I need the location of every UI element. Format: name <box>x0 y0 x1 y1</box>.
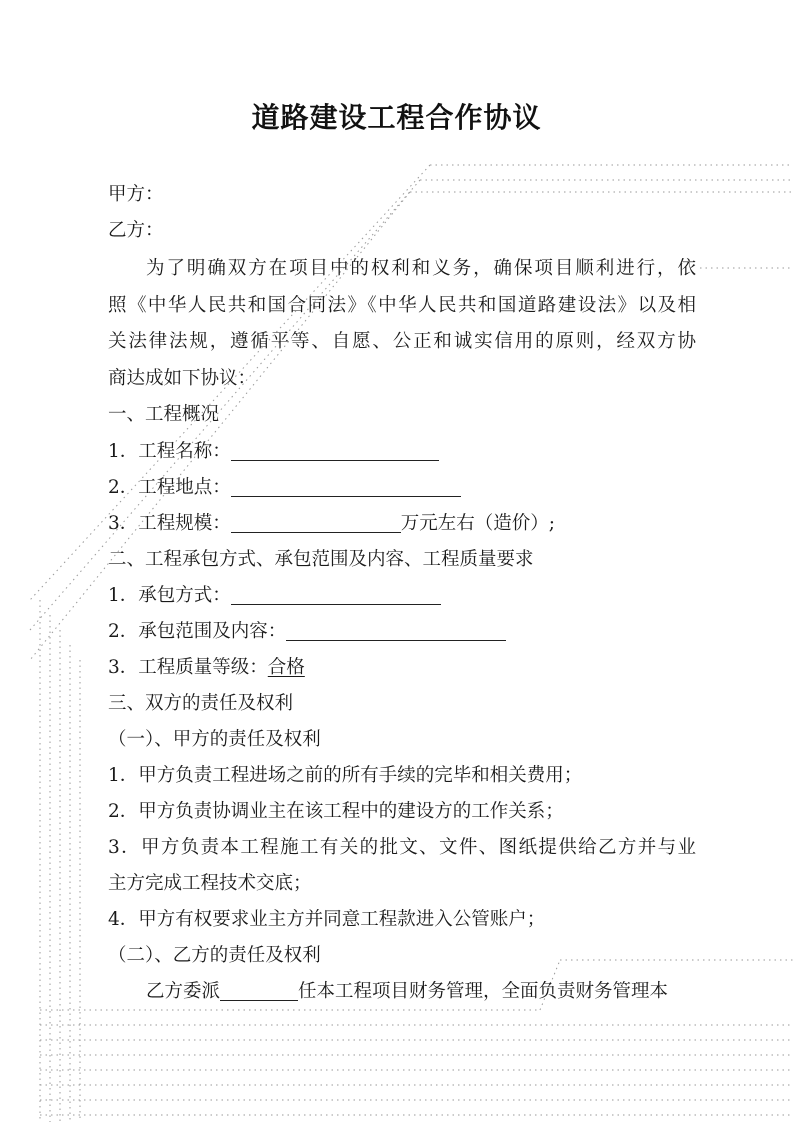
section2-heading: 二、工程承包方式、承包范围及内容、工程质量要求 <box>108 549 534 570</box>
party-a-duty-4: 4．甲方有权要求业主方并同意工程款进入公管账户； <box>108 909 546 930</box>
party-a-duty-3-line-1: 3．甲方负责本工程施工有关的批文、文件、图纸提供给乙方并与业 <box>108 837 696 858</box>
contract-scope-label: 2．承包范围及内容： <box>108 621 287 642</box>
party-b-label: 乙方： <box>108 220 164 241</box>
project-name-blank[interactable] <box>231 442 439 461</box>
quality-grade-row <box>108 656 305 680</box>
project-scale-row <box>108 512 555 536</box>
intro-line-1: 为了明确双方在项目中的权利和义务，确保项目顺利进行，依 <box>146 258 696 279</box>
party-a-duty-1: 1．甲方负责工程进场之前的所有手续的完毕和相关费用； <box>108 765 583 786</box>
section3-heading: 三、双方的责任及权利 <box>108 693 294 714</box>
section1-heading: 一、工程概况 <box>108 404 220 425</box>
project-scale-label: 3．工程规模： <box>108 513 231 534</box>
party-b-duties-heading: （二）、乙方的责任及权利 <box>108 945 321 966</box>
project-scale-blank[interactable] <box>231 514 401 533</box>
intro-line-3: 关法律法规，遵循平等、自愿、公正和诚实信用的原则，经双方协 <box>108 331 696 352</box>
quality-grade-label: 3．工程质量等级： <box>108 657 268 678</box>
contract-method-label: 1．承包方式： <box>108 585 231 606</box>
contract-scope-blank[interactable] <box>286 622 506 641</box>
intro-line-2: 照《中华人民共和国合同法》《中华人民共和国道路建设法》以及相 <box>108 295 696 316</box>
finance-manager-blank[interactable] <box>220 982 298 1001</box>
party-a-duty-2: 2．甲方负责协调业主在该工程中的建设方的工作关系； <box>108 801 564 822</box>
project-name-row <box>108 440 439 464</box>
contract-scope-row <box>108 620 506 644</box>
quality-grade-value: 合格 <box>267 657 305 678</box>
party-a-duties-heading: （一）、甲方的责任及权利 <box>108 729 321 750</box>
party-a-label: 甲方： <box>108 184 164 205</box>
project-name-label: 1．工程名称： <box>108 441 231 462</box>
contract-method-row <box>108 584 441 608</box>
party-b-duty-1-pre: 乙方委派 <box>146 981 221 1002</box>
project-location-blank[interactable] <box>231 478 461 497</box>
party-b-duty-1 <box>146 980 668 1004</box>
party-a-duty-3-line-2: 主方完成工程技术交底； <box>108 873 312 894</box>
project-location-label: 2．工程地点： <box>108 477 231 498</box>
party-b-duty-1-post: 任本工程项目财务管理，全面负责财务管理本 <box>298 981 669 1002</box>
document-title: 道路建设工程合作协议 <box>251 101 542 134</box>
project-scale-suffix: 万元左右（造价）; <box>400 513 556 534</box>
intro-line-4: 商达成如下协议： <box>108 368 257 389</box>
contract-method-blank[interactable] <box>231 586 441 605</box>
project-location-row <box>108 476 461 500</box>
